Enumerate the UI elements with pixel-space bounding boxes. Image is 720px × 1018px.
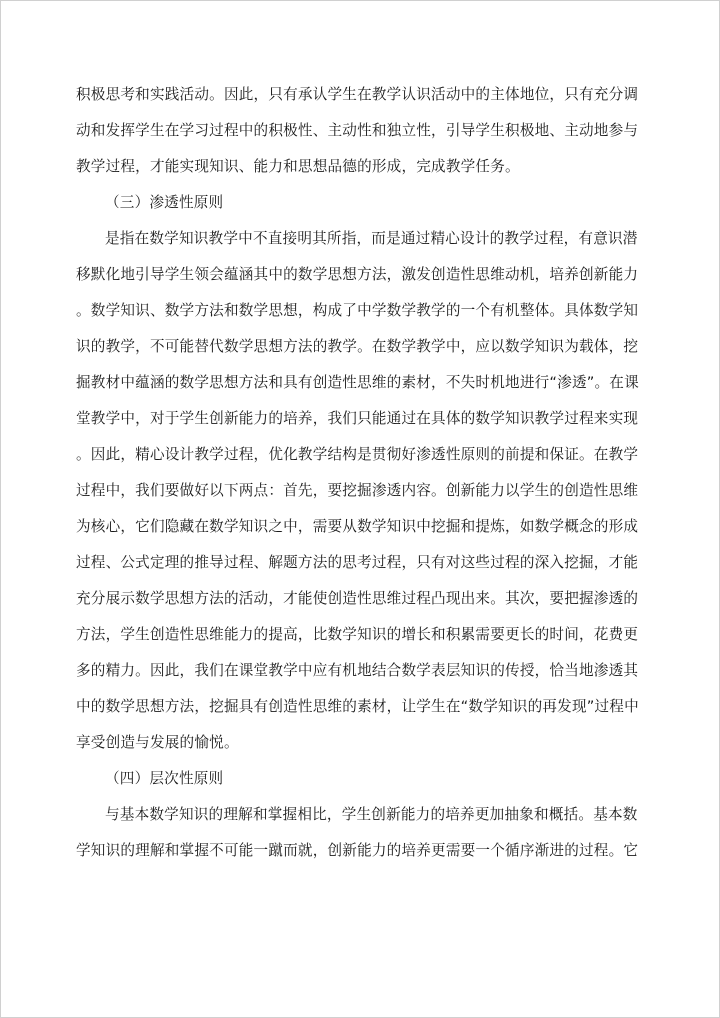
section-heading-3: （三）渗透性原则 xyxy=(105,194,224,211)
body-line: 中的数学思想方法，挖掘具有创造性思维的素材，让学生在“数学知识的再发现”过程中 xyxy=(76,698,639,715)
body-line: 教学过程，才能实现知识、能力和思想品德的形成，完成教学任务。 xyxy=(76,158,520,175)
body-line: 。因此，精心设计教学过程，优化教学结构是贯彻好渗透性原则的前提和保证。在教学 xyxy=(76,446,639,463)
body-line: 充分展示数学思想方法的活动，才能使创造性思维过程凸现出来。其次，要把握渗透的 xyxy=(76,590,639,607)
body-line: 过程中，我们要做好以下两点：首先，要挖掘渗透内容。创新能力以学生的创造性思维 xyxy=(76,482,639,499)
paragraph-first-line: 是指在数学知识教学中不直接明其所指，而是通过精心设计的教学过程，有意识潜 xyxy=(105,230,638,247)
body-line: 多的精力。因此，我们在课堂教学中应有机地结合数学表层知识的传授，恰当地渗透其 xyxy=(76,662,639,679)
paragraph-first-line: 与基本数学知识的理解和掌握相比，学生创新能力的培养更加抽象和概括。基本数 xyxy=(105,806,638,823)
document-body xyxy=(76,77,639,869)
body-line: 堂教学中，对于学生创新能力的培养，我们只能通过在具体的数学知识教学过程来实现 xyxy=(76,410,639,427)
body-line: 。数学知识、数学方法和数学思想，构成了中学数学教学的一个有机整体。具体数学知 xyxy=(76,302,639,319)
body-line: 积极思考和实践活动。因此，只有承认学生在教学认识活动中的主体地位，只有充分调 xyxy=(76,86,639,103)
body-line: 掘教材中蕴涵的数学思想方法和具有创造性思维的素材，不失时机地进行“渗透”。在课 xyxy=(76,374,639,391)
body-line: 学知识的理解和掌握不可能一蹴而就，创新能力的培养更需要一个循序渐进的过程。它 xyxy=(76,842,639,859)
body-line: 移默化地引导学生领会蕴涵其中的数学思想方法，激发创造性思维动机，培养创新能力 xyxy=(76,266,639,283)
body-line: 识的教学，不可能替代数学思想方法的教学。在数学教学中，应以数学知识为载体，挖 xyxy=(76,338,639,355)
body-line: 方法，学生创造性思维能力的提高，比数学知识的增长和积累需要更长的时间，花费更 xyxy=(76,626,639,643)
section-heading-4: （四）层次性原则 xyxy=(105,770,224,787)
body-line: 动和发挥学生在学习过程中的积极性、主动性和独立性，引导学生积极地、主动地参与 xyxy=(76,122,639,139)
body-line: 享受创造与发展的愉悦。 xyxy=(76,734,239,751)
body-line: 为核心，它们隐藏在数学知识之中，需要从数学知识中挖掘和提炼，如数学概念的形成 xyxy=(76,518,639,535)
body-line: 过程、公式定理的推导过程、解题方法的思考过程，只有对这些过程的深入挖掘，才能 xyxy=(76,554,639,571)
